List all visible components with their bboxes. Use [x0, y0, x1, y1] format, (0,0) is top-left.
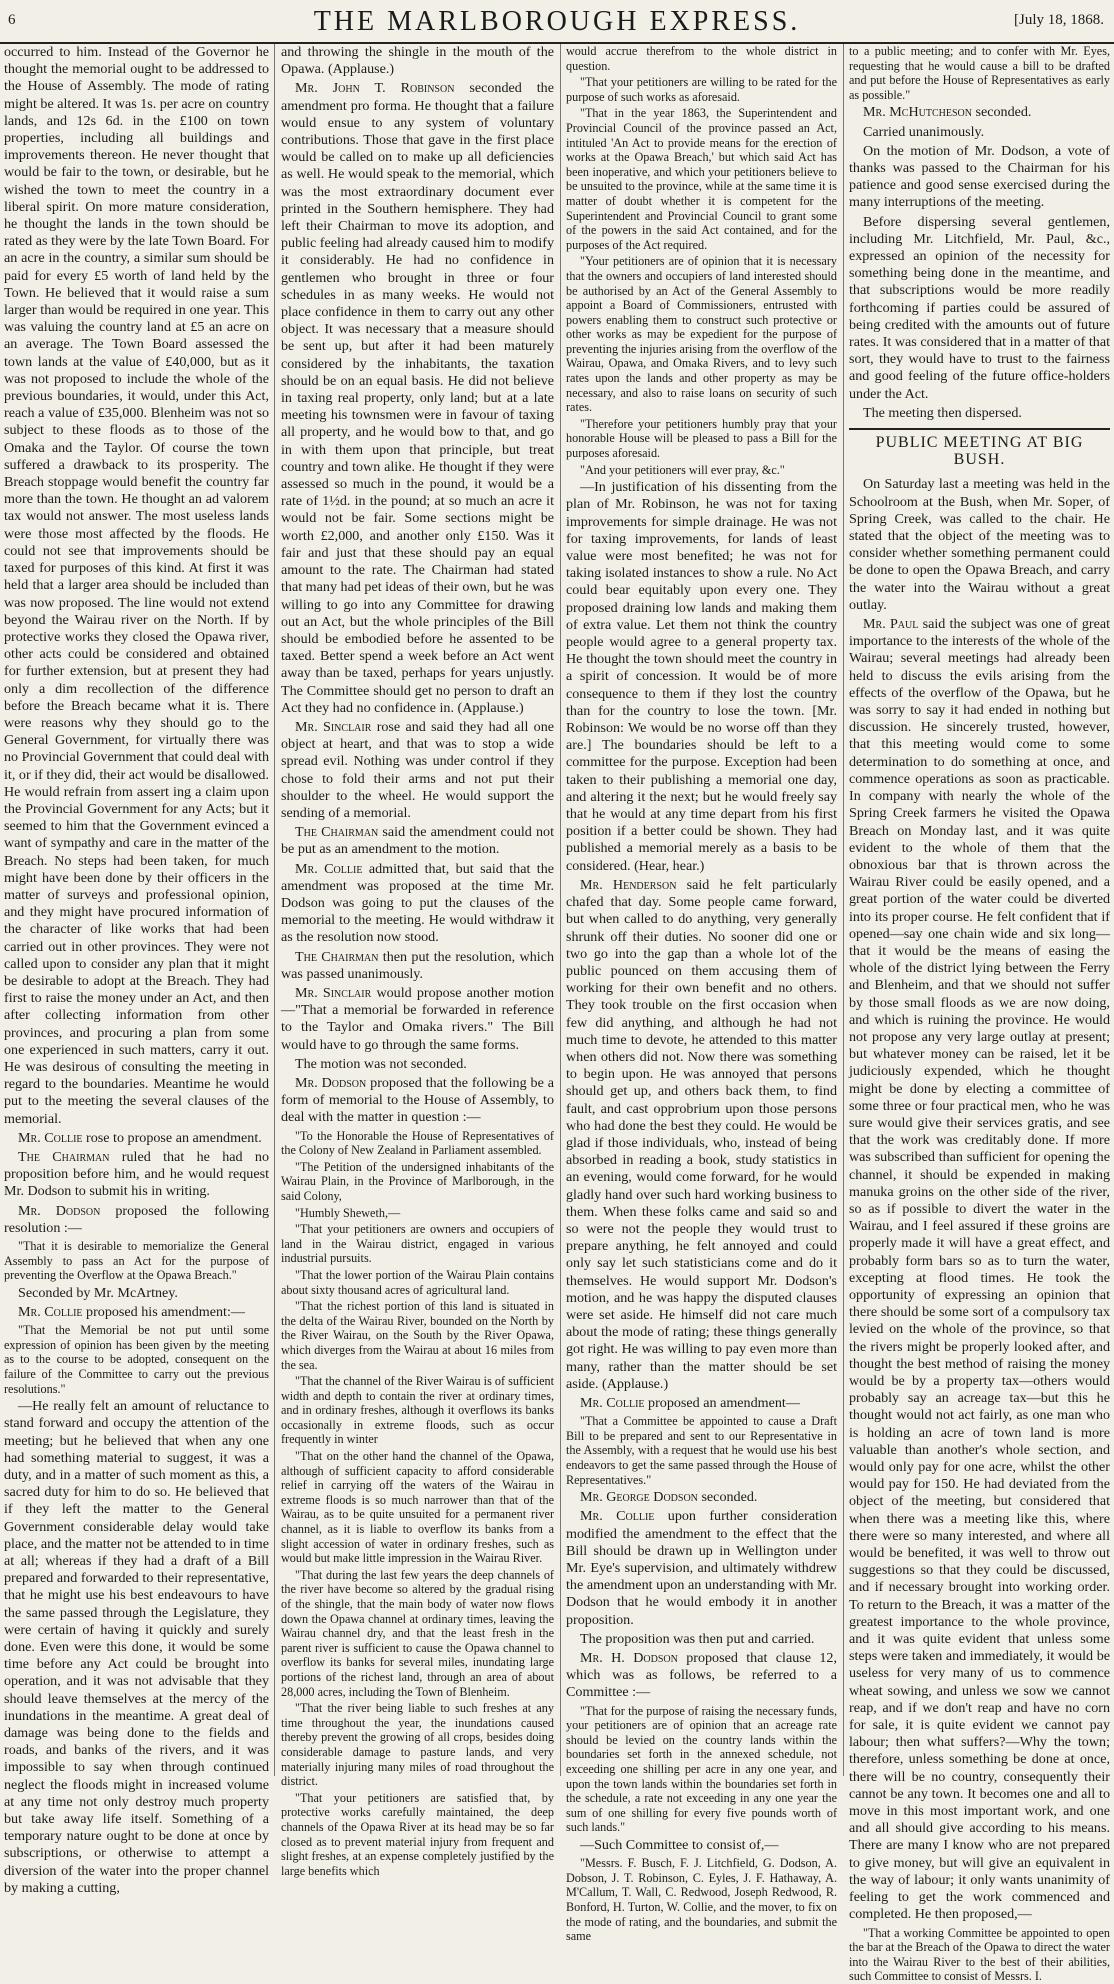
committee-list: "Messrs. F. Busch, F. J. Litchfield, G. Dodson, A. Dobson, J. T. Robinson, C. Eyles, J. F. Hathaway, A. M'Callum, T. Wall, C. Redwood, Joseph Redwood, R. Bonford, H. Turton, W. Collie, and the mover, to fix on the mode of rating, and the boundaries, and submit the same [566, 1856, 837, 1944]
column-2 [281, 44, 554, 1878]
memorial-clause: "That the lower portion of the Wairau Plain contains about sixty thousand acres of agricultural land. [281, 1267, 554, 1297]
paragraph: —He really felt an amount of reluctance to stand forward and occupy the attention of the meeting; but he believed that when any one had something material to suggest, it was a duty, and in a matter of such moment as this, a sacred duty for him to do so. He believed that if they left the matter to the General Government considerable delay would take place, and the matter not be attended to in time at all; whereas if they had a draft of a Bill prepared and forwarded to their representative, that he might use his best endeavours to have the same passed through the Legislature, they were certain of having it quickly and surely done. Even were this done, it would be some time before any Act could be brought into operation, and it was not advisable that they should leave themselves at the mercy of the inundations in the meantime. A great deal of damage was being done to the fields and roads, and banks of the rivers, and it was impossible to say when through continued neglect the floods might in increased volume at any time not only destroy much property but take away life itself. Something of a temporary nature ought to be done at once by subscriptions, or otherwise to attempt a diversion of the water into the proper channel by making a cutting, [4, 1398, 269, 1896]
memorial-clause: "And your petitioners will ever pray, &c." [580, 462, 785, 477]
memorial-clause: "That your petitioners are owners and occupiers of land in the Wairau district, engaged in various industrial pursuits. [281, 1222, 554, 1266]
paragraph: and throwing the shingle in the mouth of the Opawa. (Applause.) [281, 44, 554, 78]
memorial-clause: "The Petition of the undersigned inhabitants of the Wairau Plain, in the Province of Marlborough, in the said Colony, [281, 1159, 554, 1203]
paragraph [281, 719, 554, 822]
speaker: Mr. McHutcheson [863, 104, 972, 121]
paragraph: —Such Committee to consist of,— [580, 1836, 779, 1853]
memorial-clause: "Humbly Sheweth,— [295, 1205, 401, 1220]
paragraph [4, 1203, 269, 1237]
paragraph: The meeting then dispersed. [863, 404, 1022, 421]
section-rule [849, 428, 1110, 430]
text: seconded. [971, 104, 1032, 121]
column-1 [4, 44, 270, 1896]
paragraph [281, 985, 554, 1054]
paragraph [566, 1395, 837, 1412]
speaker: Mr. Dodson [18, 1202, 101, 1219]
text: seconded the amendment pro forma. He thought that a failure would ensue to any system of voluntary contributions. Those that gave in the first place would be called on to make up all deficiencies as well. He would speak to the memorial, which was the most extraordinary document ever printed in the Southern hemisphere. They had left their Chairman to move its adoption, and public feeling had already caused him to modify it considerably. He had no confidence in gentlemen who brought in three or four schedules in as many weeks. He would not place confidence in them to carry out any other object. It was necessary that a measure should be sent up, but after it had been maturely considered by the inhabitants, the taxation should be on an equal basis. He did not believe in taxing real property, only land; but at a late meeting his townsmen were in favour of taxing all property, and he would bow to that, and go in with them upon that principle, but treat country and town alike. He thought if they were assessed so much in the pound, it would be a rate of 1½d. in the pound; at so much an acre it would not be fair. Some sections might be worth £2,000, and another only £150. Was it fair and just that these should pay an equal amount to the rate. The Chairman had stated that many had pet ideas of their own, but he was willing to go into any Committee for drawing out an Act, but the whole principles of the Bill should be embodied before he assented to be taxed. Better spend a week before an Act went away than be taxed, perhaps for years unjustly. The Committee should get no person to draft an Act they had no confidence in. (Applause.) [281, 80, 554, 716]
paragraph: —In justification of his dissenting from the plan of Mr. Robinson, he was not for taxing improvements for simple drainage. He was not for taxing improvements, for lands of least value were most benefited; he was not for taking isolated instances to show a rule. No Act could bear equitably upon every one. They proposed draining low lands and making them of extra value. Let them not think the country people would agree to a general property tax. He thought the town should meet the country in a spirit of concession. It would be of more consequence to them if they lost the country than for the country to lose the town. [Mr. Robinson: We would be no worse off than they are.] The boundaries should be left to a committee for the purpose. Exception had been taken to their publishing a memorial one day, and altering it the next; but he would freely say that he would at any time depart from his first position if a better could be shown. They had published a memorial merely as a basis to be considered. (Hear, hear.) [566, 479, 837, 874]
speaker: Mr. Henderson [580, 876, 677, 893]
speaker: Mr. Collie [18, 1304, 83, 1320]
memorial-clause: "That the channel of the River Wairau is of sufficient width and depth to contain the river at ordinary times, and in ordinary freshes, although it overflows its banks occasionally in extreme floods, such as occur frequently in winter [281, 1374, 554, 1447]
memorial-clause: "Your petitioners are of opinion that it is necessary that the owners and occupiers of land interested should be authorised by an Act of the General Assembly to appoint a Board of Commissioners, entrusted with powers enabling them to construct such protective or other works as may be expedient for the purpose of preventing the injuries arising from the overflow of the Wairau, Opawa, and Omaka Rivers, and to levy such rates upon the lands and other property as may be necessary, and also to raise loans on security of such rates. [566, 254, 837, 415]
text: proposed his amendment:— [82, 1304, 245, 1320]
speaker: The Chairman [18, 1149, 110, 1165]
quoted-resolution: "That a working Committee be appointed to open the bar at the Breach of the Opawa to direct the water into the Wairau River to the best of their abilities, such Committee to consist of Messrs. I. [849, 1925, 1110, 1984]
quoted-clause: "That for the purpose of raising the necessary funds, your petitioners are of opinion that an acreage rate should be levied on the country lands within the boundaries set forth in the annexed schedule, not exceeding one shilling per acre in any one year, and upon the town lands within the boundaries set forth in the schedule, a rate not exceeding in any one year the sum of one shilling for every five pounds worth of such lands." [566, 1703, 837, 1835]
memorial-clause: "To the Honorable the House of Representatives of the Colony of New Zealand in Parliament assembled. [281, 1128, 554, 1158]
text: upon further consideration modified the amendment to the effect that the Bill should be drawn up in Wellington under Mr. Eye's supervision, and ultimately withdrew the amendment upon an understanding with Mr. Dodson that he would embody it in another proposition. [566, 1508, 837, 1628]
speaker: Mr. George Dodson [580, 1489, 698, 1506]
text: ruled that he had no proposition before him, and he would request Mr. Dodson to submit his in writing. [4, 1149, 269, 1200]
text: said he felt particularly chafed that day. Some people came forward, but when called to do anything, very generally shrunk off their duties. No sooner did one or two go into the gap than a whole lot of the public pounced on them accusing them of working for their own benefit and no others. They took trouble on the first occasion when few did anything, and although he had not much time to devote, he attended to this matter when others did not. Now there was something to begin upon. He was annoyed that persons should get up, and others back them, to find fault, and cast opprobrium upon those persons who had done the best they could. He would be glad if those individuals, who, instead of being absorbed in reading a book, study statistics in an evening, would come forward, for he would gladly hand over such hard working business to them. When these folks came and said so and so were not the people they would trust to prepare anything, he felt annoyed and could only say let such statisticians come and do it themselves. He would support Mr. Dodson's motion, and he was happy the disputed clauses were set aside. He himself did not care much about the mode of rating; these things generally got right. He was willing to pay even more than many, rather than the matter should be set aside. (Applause.) [566, 876, 838, 1392]
newspaper-title: THE MARLBOROUGH EXPRESS. [313, 6, 801, 37]
memorial-clause: would accrue therefrom to the whole district in question. [566, 44, 837, 73]
paragraph [281, 861, 554, 947]
quoted-amendment: "That a Committee be appointed to cause a Draft Bill to be prepared and sent to our Representative in the Assembly, with a request that he would use his best endeavors to get the same passed through the House of Representatives." [566, 1414, 837, 1487]
memorial-clause: "That your petitioners are satisfied that, by protective works carefully maintained, the deep channels of the Opawa River at its head may be so far closed as to prevent material injury from frequent and slight freshes, at an expense completely justified by the large benefits which [281, 1790, 554, 1878]
text: seconded. [697, 1489, 758, 1506]
speaker: Mr. Collie [580, 1394, 645, 1411]
page-number: 6 [8, 12, 16, 28]
memorial-clause: "That on the other hand the channel of the Opawa, although of sufficient capacity to afford considerable relief in carrying off the waters of the Wairau in extreme floods is so much narrower than that of the Wairau, as to be quite unsuited for a permanent river channel, as it is liable to overflow its banks from a slight accession of water in ordinary freshes, such as would but make little impression in the Wairau River. [281, 1449, 554, 1566]
paragraph [4, 1304, 269, 1321]
text: a vote of thanks was passed to the Chairman for his patience and good sense exercised during the many interruptions of the meeting. [849, 142, 1110, 211]
speaker: Mr. John T. Robinson [295, 80, 455, 97]
text: rose to propose an amendment. [82, 1129, 262, 1146]
committee-list: to a public meeting; and to confer with Mr. Eyes, requesting that he would cause a bill to be drafted and put before the House of Representatives as early as possible." [849, 44, 1110, 102]
paragraph: Before dispersing several gentlemen, including Mr. Litchfield, Mr. Paul, &c., expressed an opinion of the necessity for something being done in the meantime, and that subscriptions would be more readily forthcoming if parties could be assured of being credited with the amounts out of future rates. It was considered that in a matter of that sort, they would have to trust to the fairness and good feeling of the future office-holders under the Act. [849, 213, 1110, 402]
speaker: The Chairman [295, 948, 379, 965]
quoted-resolution: "That it is desirable to memorialize the General Assembly to pass an Act for the purpose of preventing the Overflow at the Opawa Breach." [4, 1239, 269, 1283]
speaker: Mr. Sinclair [295, 718, 372, 735]
paragraph [849, 104, 1110, 121]
speaker: Mr. Collie [18, 1129, 83, 1146]
quoted-amendment: "That the Memorial be not put until some expression of opinion has been given by the meeting as to the course to be adopted, consequent on the failure of the Committee to carry out the previous resolutions." [4, 1323, 269, 1396]
paragraph [281, 824, 554, 858]
paragraph: Seconded by Mr. McArtney. [18, 1284, 178, 1301]
speaker: Mr. Dodson [295, 1074, 367, 1091]
text: rose and said they had all one object at heart, and that was to stop a wide spread evil. Nothing was under control if they chose to fold their arms and not put their shoulder to the wheel. He would support the sending of a memorial. [281, 718, 554, 821]
text: proposed that the following be a form of memorial to the House of Assembly, to deal with the matter in question :— [281, 1074, 554, 1126]
text: said the amendment could not be put as an amendment to the motion. [281, 824, 554, 858]
memorial-clause: "That during the last few years the deep channels of the river have become so altered by the gradual rising of the shingle, that the main body of water now flows down the Opawa channel at ordinary times, leaving the Wairau channel dry, and that the least fresh in the parent river is sufficient to cause the Opawa channel to overflow its banks for several miles, inundating large portions of the richest land, through an area of about 28,000 acres, including the Town of Blenheim. [281, 1567, 554, 1699]
paragraph [281, 80, 554, 717]
paragraph [566, 877, 837, 1393]
masthead [0, 0, 1114, 44]
memorial-clause: "That the richest portion of this land is situated in the delta of the Wairau River, bounded on the North by the River Wairau, on the South by the River Opawa, which diverges from the Wairau at about 16 miles from the sea. [281, 1299, 554, 1372]
text: said the subject was one of great importance to the interests of the whole of the Wairau; several meetings had already been held to discuss the evils arising from the effects of the overflow of the Opawa, but he was sorry to say it had ended in nothing but discussion. He sincerely trusted, however, that this meeting would come to some determination to do something at once, and commence operations as soon as practicable. In company with nearly the whole of the Spring Creek farmers he visited the Opawa Breach on Monday last, and it was quite evident to the whole of them that the obnoxious bar that is thrown across the Wairau River could be easily opened, and a great portion of the water could be diverted into its proper course. He felt confident that if opened—say one chain wide and six long—that it would be the means of easing the whole of the district lying between the Ferry and Blenheim, and that we should not suffer by those small floods as we are now doing, and which is ruining the province. He would not propose any very large outlay at present; but whatever money can be raised, let it be judiciously expended, which he thought might be done by electing a committee of some three or four practical men, who he was sure would give their services gratis, and see that the work was creditably done. If more was subscribed than sufficient for opening the channel, it should be expended in making manuka groins on the other side of the river, so as if possible to divert the water in the Wairau, and I feel assured if these groins are properly made it will have a great effect, and probably form bars so as to turn the water, excepting at flood times. He took the opportunity of expressing an opinion that there should be some sort of a compulsory tax levied on the whole of the province, so that the rivers might be properly looked after, and thought the best method of raising the money would be by a property tax—others would probably say an acreage tax—but this he thought would not act fairly, as one man who is holding an acre of town land is more valuable than another's whole section, and would only pay for one acre, whilst the other would pay for 150. He had deviated from the object of the meeting, but considered that when there was a meeting like this, where there were so many interested, and where all would be benefited, it was well to throw out suggestions so that they could be discussed, and if necessary brought into working order. To return to the Breach, it was a matter of the greatest importance to the whole province, and it was quite evident that unless some steps were taken and immediately, it would be useless for very many of us to commence wheat sowing, and unless we sow we cannot reap, and if we don't reap and have no corn for sale, it is quite evident we cannot pay labour; then what suffers?—Why the town; therefore, unless something be done at once, there will be no country, consequently their cannot be any town. It becomes one and all to move in this most important work, and one and all should give according to his means. There are many I know who are not prepared to give money, but will give an equivalent in the way of labour; it only wants unanimity of feeling to get the work commenced and completed. He then proposed,— [849, 616, 1111, 1923]
column-divider [843, 44, 844, 1776]
text: then put the resolution, which was passed unanimously. [281, 948, 554, 982]
speaker: On the motion of Mr. Dodson, [863, 142, 1049, 159]
text: admitted that, but said that the amendment was proposed at the time Mr. Dodson was going to put the clauses of the memorial to the meeting. He would withdraw it as the resolution now stood. [281, 860, 554, 946]
paragraph: occurred to him. Instead of the Governor he thought the memorial ought to be addressed to the House of Assembly. The mode of rating might be altered. It was 1s. per acre on country lands, and 12s 6d. in the £100 on town properties, including all buildings and improvements thereon. He never thought that would be fair to the town, or desirable, but he wished the town to meet the country in a liberal spirit. On more mature consideration, he thought the lands in the town should be rated as they were by the late Town Board. For an acre in the country, a similar sum should be paid for every £5 worth of land held by the Town. He believed that it would raise a sum larger than would be required in one year. This was valuing the country land at £5 an acre on an average. The Town Board assessed the town lands at the value of £40,000, but as it was not proposed to include the whole of the previous boundaries, it would, under this Act, reach a value of £35,000. Blenheim was not so subject to these floods as to those of the Omaka and the Taylor. Of course the town suffered a drawback to its prosperity. The Breach stoppage would benefit the country far more than the town. He thought an ad valorem tax would not answer. The most useless lands were those most affected by the floods. He could not see that improvements should be taxed for purposes of this kind. At first it was held that a larger area should be included than was now proposed. The line would not extend beyond the Wairau river on the North. If by protective works they closed the Opawa river, other acts could be considered and obtained for further extension, but at present they had only a dim recollection of the difference before the Breach became what it is. There were reasons why they should go to the General Government, for virtually there was no Provincial Government that could deal with it, or if they did, their act would be disallowed. He would refrain from assert ing a claim upon the Provincial Government for any Acts; but it seemed to him that the Government evinced a want of sympathy and care in the matter of the Breach. No steps had been taken, for much might have been done by their officers in the matter of surveys and professional opinion, and they might have procured information of the character of like works that had been carried out in other provinces. They were not called upon to consider any plan that it might be desirable to adopt at the Breach. They had first to raise the money under an Act, and then after collecting information from other provinces, and procuring a plan from some one experienced in such matters, carry it out. He was desirous of consulting the meeting in regard to the boundaries. Meantime he would put to the meeting the several clauses of the memorial. [4, 44, 269, 1127]
paragraph: Carried unanimously. [863, 123, 985, 140]
memorial-clause: "That the river being liable to such freshes at any time throughout the year, the inundations caused thereby prevent the growing of all crops, besides doing considerable damage to pasture lands, and very materially injuring many miles of road throughout the district. [281, 1701, 554, 1789]
paragraph: The proposition was then put and carried. [580, 1630, 815, 1647]
speaker: Mr. Sinclair [295, 984, 372, 1001]
speaker: Mr. Collie [580, 1508, 655, 1525]
paragraph [4, 1149, 269, 1201]
paragraph [566, 1508, 837, 1628]
paragraph [849, 143, 1110, 212]
column-3 [566, 44, 838, 1944]
paragraph [566, 1650, 837, 1702]
text: proposed that clause 12, which was as follows, be referred to a Committee :— [566, 1649, 837, 1701]
column-divider [560, 44, 561, 1776]
speaker: Mr. Collie [295, 860, 363, 877]
column-divider [274, 44, 275, 1776]
article-heading: PUBLIC MEETING AT BIG BUSH. [875, 434, 1084, 469]
paragraph [566, 1489, 837, 1506]
speaker: The Chairman [295, 824, 379, 841]
paragraph [4, 1130, 269, 1147]
paragraph [849, 616, 1110, 1923]
memorial-clause: "That in the year 1863, the Superintendent and Provincial Council of the province passed an Act, intituled 'An Act to provide means for the erection of works at the Opawa Breach,' but which said Act has been inoperative, and which your petitioners believe to be unsuited to the province, while at the same time it is matter of doubt whether it is competent for the Superintendent and Provincial Council to grant some of the powers in the said Act contained, and for the purposes of the Act required. [566, 106, 837, 252]
text: proposed an amendment— [644, 1394, 800, 1411]
memorial-clause: "Therefore your petitioners humbly pray that your honorable House will be pleased to pass a Bill for the purposes aforesaid. [566, 416, 837, 461]
paragraph: On Saturday last a meeting was held in the Schoolroom at the Bush, when Mr. Soper, of Spring Creek, was called to the chair. He stated that the object of the meeting was to consider whether something permanent could be done to open the Opawa Breach, and carry the water into the Wairau without a great outlay. [849, 476, 1110, 613]
speaker: Mr. H. Dodson [580, 1649, 678, 1666]
paragraph [281, 1075, 554, 1127]
speaker: Mr. Paul [863, 616, 919, 633]
text: proposed the following resolution :— [4, 1202, 270, 1236]
memorial-clause: "That your petitioners are willing to be rated for the purpose of such works as aforesaid. [566, 75, 837, 104]
paragraph [281, 949, 554, 983]
paragraph: The motion was not seconded. [295, 1055, 467, 1072]
column-4 [849, 44, 1111, 1984]
issue-date: [July 18, 1868. [1014, 12, 1104, 28]
text: would propose another motion—"That a memorial be forwarded in reference to the Taylor and Omaka rivers." The Bill would have to go through the same forms. [281, 984, 554, 1053]
